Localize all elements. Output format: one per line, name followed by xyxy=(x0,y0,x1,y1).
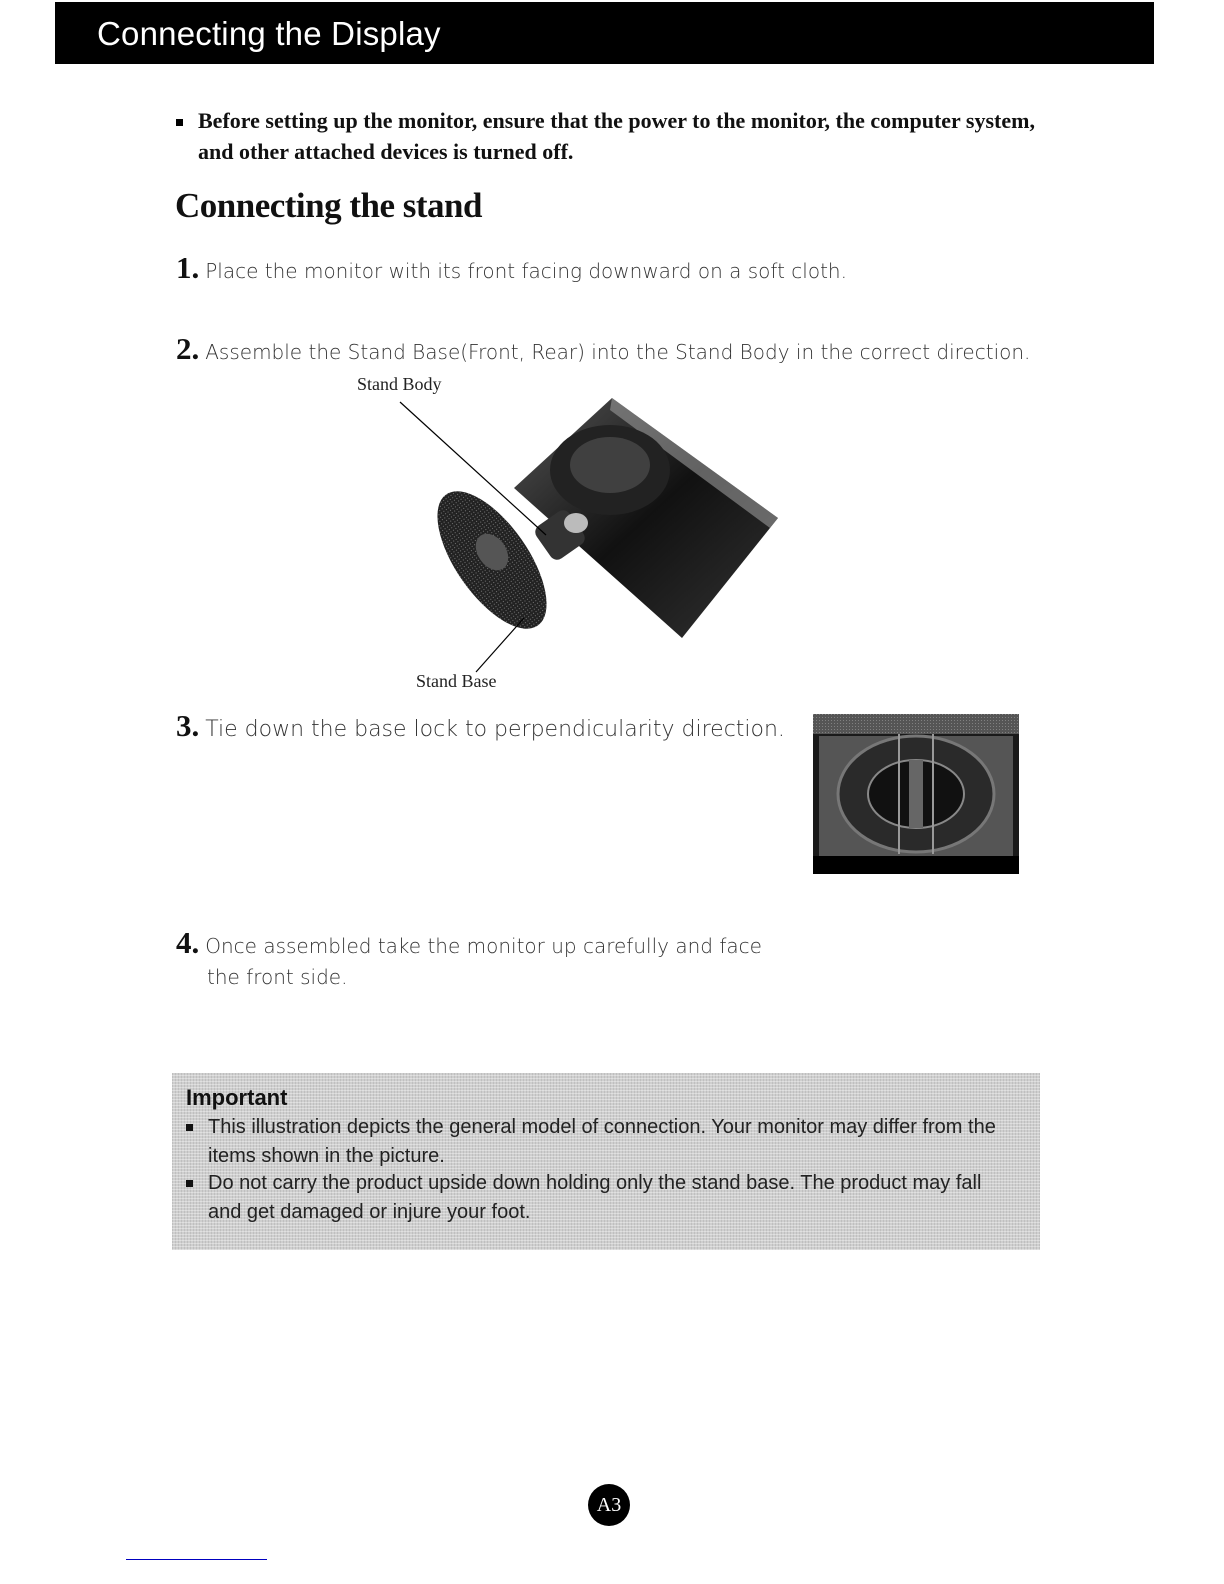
step-number: 4. xyxy=(176,925,200,960)
step-text-continued: the front side. xyxy=(207,965,348,989)
section-title: Connecting the stand xyxy=(175,186,482,225)
important-notice xyxy=(172,1073,1040,1250)
step-4 xyxy=(176,925,796,992)
stand-body-label: Stand Body xyxy=(357,374,442,394)
step-text: Tie down the base lock to perpendicularity direction. xyxy=(205,717,785,742)
step-number: 2. xyxy=(176,331,200,366)
stand-assembly-illustration xyxy=(300,390,820,680)
step-1 xyxy=(176,250,847,286)
important-item xyxy=(186,1169,1016,1227)
header-bar xyxy=(55,2,1154,64)
important-item-text: This illustration depicts the general model of connection. Your monitor may differ from the items shown in the picture. xyxy=(208,1116,996,1167)
bullet-icon xyxy=(186,1124,193,1131)
step-3 xyxy=(176,708,785,744)
power-warning xyxy=(176,105,1056,167)
important-item xyxy=(186,1113,1016,1171)
important-title: Important xyxy=(186,1085,288,1110)
page-number-badge: A3 xyxy=(588,1484,630,1526)
step-text: Assemble the Stand Base(Front, Rear) into the Stand Body in the correct direction. xyxy=(205,340,1031,364)
bullet-icon xyxy=(176,119,183,126)
bullet-icon xyxy=(186,1180,193,1187)
footer-divider xyxy=(126,1559,267,1560)
warning-text: Before setting up the monitor, ensure that the power to the monitor, the computer system, and other attached devices is turned off. xyxy=(198,108,1035,164)
base-lock-photo xyxy=(813,714,1019,874)
page-title: Connecting the Display xyxy=(97,15,441,52)
step-text: Place the monitor with its front facing downward on a soft cloth. xyxy=(205,259,847,283)
step-number: 3. xyxy=(176,708,200,743)
stand-base-label: Stand Base xyxy=(416,671,497,691)
step-2 xyxy=(176,331,1030,367)
step-text: Once assembled take the monitor up carefully and face xyxy=(205,934,762,958)
step-number: 1. xyxy=(176,250,200,285)
important-item-text: Do not carry the product upside down holding only the stand base. The product may fall and get damaged or injure your foot. xyxy=(208,1172,982,1223)
